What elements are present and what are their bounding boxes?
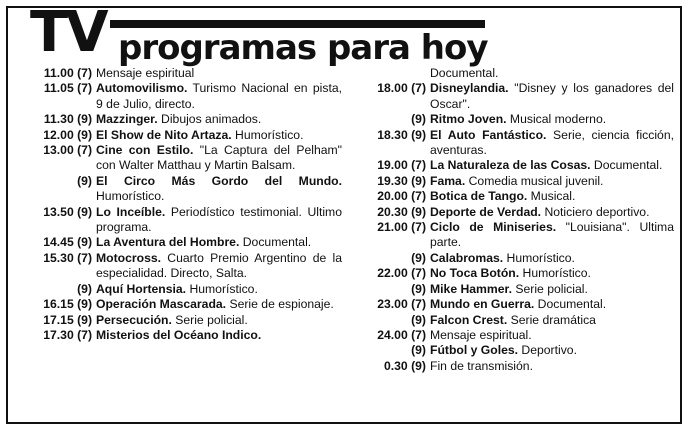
program-time: 13.00 (7) bbox=[43, 143, 92, 158]
program-time: 19.30 (9) bbox=[377, 173, 426, 188]
program-text bbox=[430, 251, 674, 266]
program-name: Mundo en Guerra. bbox=[430, 297, 535, 312]
program-entry bbox=[368, 282, 676, 297]
program-time: 17.15 (9) bbox=[43, 312, 92, 327]
program-description: Humorístico. bbox=[96, 189, 165, 204]
program-description: Serie policial. bbox=[171, 312, 248, 327]
program-entry bbox=[368, 251, 676, 266]
program-entry bbox=[34, 251, 344, 282]
program-description: Humorístico. bbox=[231, 127, 304, 142]
program-description: Noticiero deportivo. bbox=[541, 204, 650, 219]
program-time: (9) bbox=[77, 173, 92, 188]
program-entry bbox=[368, 266, 676, 281]
program-time: 24.00 (7) bbox=[377, 327, 426, 342]
program-entry bbox=[368, 313, 676, 328]
program-time: 11.30 (9) bbox=[43, 112, 92, 127]
program-time: 22.00 (7) bbox=[377, 266, 426, 281]
program-name: Persecución. bbox=[96, 312, 172, 327]
program-time: (9) bbox=[77, 281, 92, 296]
program-description: Documental. bbox=[590, 158, 663, 173]
program-time: 11.05 (7) bbox=[43, 81, 92, 96]
program-time: (9) bbox=[411, 250, 426, 265]
program-description: Serie, ciencia ficción, aventuras. bbox=[430, 127, 674, 158]
program-entry bbox=[368, 297, 676, 312]
program-entry bbox=[34, 313, 344, 328]
program-text bbox=[430, 189, 674, 204]
program-text bbox=[430, 205, 674, 220]
program-entry bbox=[368, 158, 676, 173]
program-entry bbox=[368, 174, 676, 189]
program-time: (9) bbox=[411, 281, 426, 296]
program-text bbox=[430, 343, 674, 358]
program-description: Dibujos animados. bbox=[157, 112, 262, 127]
program-entry bbox=[34, 328, 344, 343]
program-name: Falcon Crest. bbox=[430, 312, 508, 327]
program-name: El Circo Más Gordo del Mundo. bbox=[96, 173, 342, 188]
program-description: Cuarto Premio Argentino de la especialidad. Directo, Salta. bbox=[96, 250, 342, 281]
program-description: Periodístico testimonial. Ultimo programa. bbox=[96, 204, 342, 235]
program-description: Mensaje espiritual. bbox=[430, 327, 532, 342]
program-description: Humorístico. bbox=[519, 266, 591, 281]
program-name: Fama. bbox=[430, 173, 466, 188]
program-text bbox=[430, 128, 674, 159]
program-text bbox=[96, 235, 342, 250]
program-time: (9) bbox=[411, 112, 426, 127]
program-name: Deporte de Verdad. bbox=[430, 204, 542, 219]
program-entry bbox=[34, 297, 344, 312]
program-entry bbox=[34, 235, 344, 250]
program-description: "Disney y los ganadores del Oscar". bbox=[430, 81, 674, 111]
program-description: "Louisiana". Ultima parte. bbox=[430, 220, 674, 250]
program-text bbox=[430, 112, 674, 127]
program-description: Humorístico. bbox=[186, 281, 258, 296]
program-entry bbox=[368, 205, 676, 220]
program-name: Misterios del Océano Indico. bbox=[96, 327, 262, 342]
program-time: 15.30 (7) bbox=[43, 250, 92, 265]
program-text bbox=[430, 359, 674, 374]
program-description: Musical. bbox=[527, 189, 576, 204]
program-entry bbox=[368, 112, 676, 127]
program-entry bbox=[34, 205, 344, 236]
program-entry bbox=[368, 359, 676, 374]
program-name: La Aventura del Hombre. bbox=[96, 235, 240, 250]
continued-text: Documental. bbox=[430, 66, 499, 80]
program-text bbox=[430, 220, 674, 251]
program-time: 14.45 (9) bbox=[43, 235, 92, 250]
program-text bbox=[96, 143, 342, 174]
program-name: Mike Hammer. bbox=[430, 281, 512, 296]
program-time: (9) bbox=[411, 343, 426, 358]
program-name: Cine con Estilo. bbox=[96, 143, 194, 158]
program-time: 12.00 (9) bbox=[43, 127, 92, 142]
program-description: Serie de espionaje. bbox=[226, 297, 334, 312]
program-entry bbox=[34, 282, 344, 297]
program-description: Deportivo. bbox=[518, 343, 577, 358]
schedule-column-left bbox=[34, 66, 344, 343]
page-title: programas para hoy bbox=[118, 28, 488, 68]
program-name: Fútbol y Goles. bbox=[430, 343, 519, 358]
program-name: Ritmo Joven. bbox=[430, 112, 507, 127]
program-time: 20.00 (7) bbox=[377, 189, 426, 204]
program-text bbox=[96, 174, 342, 205]
program-time: (9) bbox=[411, 312, 426, 327]
program-time: 23.00 (7) bbox=[377, 297, 426, 312]
program-name: Aquí Hortensia. bbox=[96, 281, 187, 296]
program-description: Musical moderno. bbox=[506, 112, 607, 127]
program-text bbox=[430, 158, 674, 173]
program-entry bbox=[34, 143, 344, 174]
program-entry bbox=[368, 189, 676, 204]
program-entry bbox=[368, 220, 676, 251]
program-entry bbox=[34, 66, 344, 81]
program-time: 17.30 (7) bbox=[43, 327, 92, 342]
program-name: Botica de Tango. bbox=[430, 189, 528, 204]
program-text bbox=[96, 251, 342, 282]
program-entry bbox=[368, 81, 676, 112]
program-description: "La Captura del Pelham" con Walter Matthau y Martin Balsam. bbox=[96, 143, 343, 173]
program-entry bbox=[34, 128, 344, 143]
program-name: No Toca Botón. bbox=[430, 266, 520, 281]
program-name: Mazzinger. bbox=[96, 112, 158, 127]
program-entry bbox=[368, 128, 676, 159]
program-text bbox=[430, 282, 674, 297]
program-description: Humorístico. bbox=[503, 250, 575, 265]
program-time: 0.30 (9) bbox=[383, 358, 426, 373]
program-text bbox=[430, 313, 674, 328]
program-description: Fin de transmisión. bbox=[430, 358, 533, 373]
program-text bbox=[96, 313, 342, 328]
program-text bbox=[96, 328, 342, 343]
program-name: Calabromas. bbox=[430, 250, 504, 265]
program-text bbox=[430, 328, 674, 343]
tv-logo: TV bbox=[30, 0, 106, 65]
program-description: Serie dramática bbox=[507, 312, 596, 327]
program-description: Documental. bbox=[239, 235, 312, 250]
program-entry bbox=[34, 112, 344, 127]
program-text bbox=[96, 282, 342, 297]
program-text bbox=[96, 128, 342, 143]
program-name: El Show de Nito Artaza. bbox=[96, 127, 232, 142]
program-text bbox=[96, 205, 342, 236]
program-time: 18.00 (7) bbox=[377, 81, 426, 96]
program-name: Motocross. bbox=[96, 250, 162, 265]
program-entry bbox=[368, 343, 676, 358]
program-name: Disneylandia. bbox=[430, 81, 509, 96]
program-time: 13.50 (9) bbox=[43, 204, 92, 219]
program-text bbox=[96, 81, 342, 112]
program-text bbox=[430, 266, 674, 281]
program-description: Comedia musical juvenil. bbox=[465, 173, 604, 188]
program-name: El Auto Fantástico. bbox=[430, 127, 547, 142]
program-description: Serie policial. bbox=[511, 281, 588, 296]
masthead-rule bbox=[110, 20, 485, 28]
program-text bbox=[96, 66, 342, 81]
program-time: 11.00 (7) bbox=[43, 66, 92, 80]
program-description: Mensaje espiritual bbox=[96, 66, 195, 80]
program-entry bbox=[34, 81, 344, 112]
schedule-column-right bbox=[368, 66, 676, 374]
program-name: Automovilismo. bbox=[96, 81, 188, 96]
program-time: 19.00 (7) bbox=[377, 158, 426, 173]
program-time: 18.30 (9) bbox=[377, 127, 426, 142]
program-text bbox=[430, 174, 674, 189]
program-text bbox=[96, 112, 342, 127]
program-description: Documental. bbox=[534, 297, 607, 312]
program-entry bbox=[34, 174, 344, 205]
program-time: 21.00 (7) bbox=[377, 220, 426, 235]
program-name: Operación Mascarada. bbox=[96, 297, 227, 312]
program-name: Lo Inceíble. bbox=[96, 204, 166, 219]
program-time: 20.30 (9) bbox=[377, 204, 426, 219]
program-name: Ciclo de Miniseries. bbox=[430, 220, 557, 235]
program-text bbox=[430, 297, 674, 312]
program-description: Turismo Nacional en pista, 9 de Julio, directo. bbox=[96, 81, 342, 111]
program-text bbox=[430, 81, 674, 112]
program-name: La Naturaleza de las Cosas. bbox=[430, 158, 591, 173]
program-time: 16.15 (9) bbox=[43, 297, 92, 312]
program-text bbox=[96, 297, 342, 312]
program-entry bbox=[368, 328, 676, 343]
